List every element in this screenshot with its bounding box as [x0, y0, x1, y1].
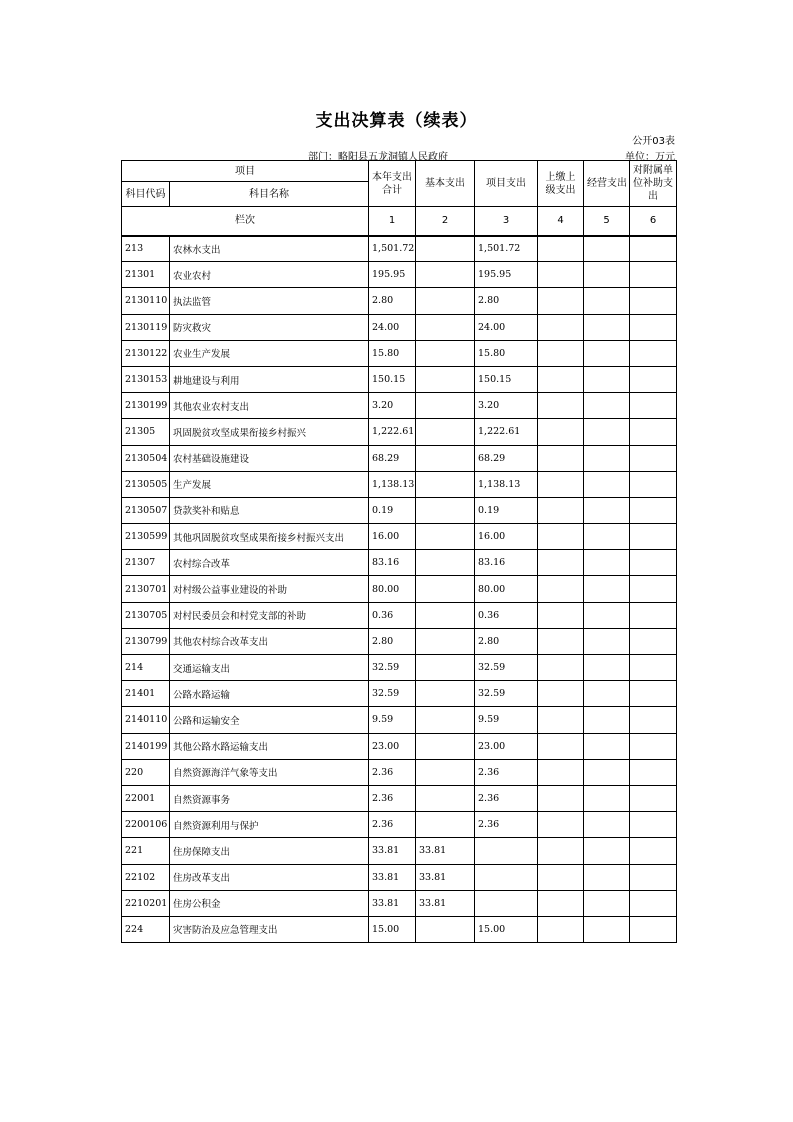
subsidy-cell	[630, 759, 677, 785]
col-num-3: 3	[475, 207, 538, 236]
table-row	[122, 236, 677, 262]
subject-code-cell: 21305	[122, 419, 170, 445]
subject-name-cell: 住房保障支出	[170, 838, 369, 864]
business-cell	[584, 864, 630, 890]
subject-name-cell: 农业农村	[170, 262, 369, 288]
basic-cell	[416, 262, 475, 288]
subsidy-cell	[630, 681, 677, 707]
total-cell: 195.95	[369, 262, 416, 288]
subsidy-cell	[630, 340, 677, 366]
column-number-row	[122, 207, 677, 236]
subject-name-cell: 其他巩固脱贫攻坚成果衔接乡村振兴支出	[170, 524, 369, 550]
business-cell	[584, 785, 630, 811]
subject-name-cell: 自然资源利用与保护	[170, 812, 369, 838]
total-cell: 15.80	[369, 340, 416, 366]
total-cell: 16.00	[369, 524, 416, 550]
header-row-1	[122, 161, 677, 182]
table-row	[122, 445, 677, 471]
basic-cell	[416, 550, 475, 576]
subject-code-cell: 2140110	[122, 707, 170, 733]
subject-code-cell: 21301	[122, 262, 170, 288]
subsidy-cell	[630, 366, 677, 392]
table-row	[122, 419, 677, 445]
basic-cell	[416, 288, 475, 314]
upper-cell	[538, 497, 584, 523]
project-cell	[475, 838, 538, 864]
subject-code-cell: 2130599	[122, 524, 170, 550]
subsidy-cell	[630, 497, 677, 523]
project-cell: 68.29	[475, 445, 538, 471]
basic-cell	[416, 681, 475, 707]
unit-label: 单位：万元	[625, 152, 675, 163]
subsidy-cell	[630, 471, 677, 497]
business-cell	[584, 759, 630, 785]
business-cell	[584, 655, 630, 681]
subject-code-cell: 220	[122, 759, 170, 785]
table-row	[122, 340, 677, 366]
subject-name-cell: 其他农业农村支出	[170, 393, 369, 419]
subject-name-header: 科目名称	[170, 182, 369, 207]
project-cell	[475, 890, 538, 916]
table-row	[122, 733, 677, 759]
basic-cell	[416, 916, 475, 942]
total-cell: 1,501.72	[369, 236, 416, 262]
project-cell: 83.16	[475, 550, 538, 576]
upper-cell	[538, 916, 584, 942]
business-cell	[584, 890, 630, 916]
subsidy-cell	[630, 419, 677, 445]
business-cell	[584, 916, 630, 942]
total-cell: 2.36	[369, 759, 416, 785]
basic-cell	[416, 707, 475, 733]
upper-cell	[538, 655, 584, 681]
upper-cell	[538, 838, 584, 864]
project-cell: 3.20	[475, 393, 538, 419]
row-label-cell: 栏次	[122, 207, 369, 236]
subsidy-cell	[630, 812, 677, 838]
total-cell: 83.16	[369, 550, 416, 576]
basic-cell: 33.81	[416, 864, 475, 890]
upper-cell	[538, 236, 584, 262]
upper-cell	[538, 812, 584, 838]
subject-code-cell: 2130507	[122, 497, 170, 523]
table-row	[122, 759, 677, 785]
total-cell: 80.00	[369, 576, 416, 602]
business-cell	[584, 576, 630, 602]
subject-name-cell: 农业生产发展	[170, 340, 369, 366]
business-cell	[584, 419, 630, 445]
business-cell	[584, 838, 630, 864]
total-cell: 3.20	[369, 393, 416, 419]
subsidy-cell	[630, 890, 677, 916]
table-row	[122, 655, 677, 681]
business-cell	[584, 550, 630, 576]
table-row	[122, 681, 677, 707]
subsidy-cell	[630, 655, 677, 681]
project-cell: 24.00	[475, 314, 538, 340]
upper-header: 上缴上级支出	[538, 161, 584, 207]
business-cell	[584, 340, 630, 366]
table-row	[122, 497, 677, 523]
upper-cell	[538, 445, 584, 471]
total-cell: 9.59	[369, 707, 416, 733]
subsidy-cell	[630, 236, 677, 262]
subject-name-cell: 贷款奖补和贴息	[170, 497, 369, 523]
subject-code-cell: 21401	[122, 681, 170, 707]
subsidy-cell	[630, 314, 677, 340]
business-cell	[584, 681, 630, 707]
table-row	[122, 916, 677, 942]
basic-cell	[416, 236, 475, 262]
subject-name-cell: 其他农村综合改革支出	[170, 628, 369, 654]
subject-code-cell: 213	[122, 236, 170, 262]
table-body	[122, 161, 677, 943]
basic-cell	[416, 628, 475, 654]
table-row	[122, 393, 677, 419]
subject-code-cell: 2130110	[122, 288, 170, 314]
upper-cell	[538, 707, 584, 733]
basic-cell	[416, 366, 475, 392]
basic-cell	[416, 340, 475, 366]
subsidy-cell	[630, 576, 677, 602]
business-cell	[584, 471, 630, 497]
subject-code-cell: 2130153	[122, 366, 170, 392]
subject-name-cell: 防灾救灾	[170, 314, 369, 340]
total-cell: 33.81	[369, 864, 416, 890]
subject-code-cell: 2140199	[122, 733, 170, 759]
subject-name-cell: 其他公路水路运输支出	[170, 733, 369, 759]
subsidy-cell	[630, 393, 677, 419]
subject-code-cell: 22102	[122, 864, 170, 890]
upper-cell	[538, 864, 584, 890]
subject-name-cell: 自然资源事务	[170, 785, 369, 811]
col-num-5: 5	[584, 207, 630, 236]
total-header: 本年支出合计	[369, 161, 416, 207]
total-cell: 15.00	[369, 916, 416, 942]
basic-cell	[416, 524, 475, 550]
upper-cell	[538, 602, 584, 628]
project-cell: 16.00	[475, 524, 538, 550]
page-title: 支出决算表（续表）	[315, 111, 478, 131]
project-cell: 2.80	[475, 628, 538, 654]
business-cell	[584, 366, 630, 392]
table-row	[122, 628, 677, 654]
total-cell: 150.15	[369, 366, 416, 392]
upper-cell	[538, 393, 584, 419]
subject-code-header: 科目代码	[122, 182, 170, 207]
subject-code-cell: 2200106	[122, 812, 170, 838]
table-row	[122, 314, 677, 340]
project-cell: 2.36	[475, 812, 538, 838]
table-row	[122, 707, 677, 733]
project-cell: 150.15	[475, 366, 538, 392]
basic-cell	[416, 785, 475, 811]
subsidy-cell	[630, 707, 677, 733]
project-cell: 2.80	[475, 288, 538, 314]
upper-cell	[538, 419, 584, 445]
project-cell: 32.59	[475, 681, 538, 707]
basic-cell	[416, 812, 475, 838]
basic-cell	[416, 655, 475, 681]
table-row	[122, 864, 677, 890]
upper-cell	[538, 890, 584, 916]
total-cell: 2.80	[369, 288, 416, 314]
project-cell: 23.00	[475, 733, 538, 759]
subject-code-cell: 2210201	[122, 890, 170, 916]
upper-cell	[538, 314, 584, 340]
project-cell: 0.19	[475, 497, 538, 523]
subject-code-cell: 22001	[122, 785, 170, 811]
project-cell: 1,138.13	[475, 471, 538, 497]
project-cell: 195.95	[475, 262, 538, 288]
subsidy-cell	[630, 550, 677, 576]
table-row	[122, 785, 677, 811]
upper-cell	[538, 340, 584, 366]
table-row	[122, 576, 677, 602]
business-cell	[584, 288, 630, 314]
upper-cell	[538, 550, 584, 576]
subsidy-cell	[630, 838, 677, 864]
total-cell: 2.36	[369, 812, 416, 838]
business-cell	[584, 733, 630, 759]
subsidy-cell	[630, 445, 677, 471]
total-cell: 68.29	[369, 445, 416, 471]
upper-cell	[538, 576, 584, 602]
subject-code-cell: 214	[122, 655, 170, 681]
upper-cell	[538, 759, 584, 785]
basic-cell	[416, 471, 475, 497]
upper-cell	[538, 262, 584, 288]
subject-code-cell: 2130701	[122, 576, 170, 602]
total-cell: 1,138.13	[369, 471, 416, 497]
subject-code-cell: 2130199	[122, 393, 170, 419]
subsidy-cell	[630, 288, 677, 314]
subsidy-cell	[630, 785, 677, 811]
table-row	[122, 838, 677, 864]
total-cell: 32.59	[369, 681, 416, 707]
col-num-4: 4	[538, 207, 584, 236]
subject-name-cell: 巩固脱贫攻坚成果衔接乡村振兴	[170, 419, 369, 445]
form-code: 公开03表	[632, 136, 675, 147]
business-cell	[584, 262, 630, 288]
upper-cell	[538, 288, 584, 314]
upper-cell	[538, 524, 584, 550]
upper-cell	[538, 681, 584, 707]
basic-cell	[416, 314, 475, 340]
subject-name-cell: 执法监管	[170, 288, 369, 314]
business-cell	[584, 314, 630, 340]
subject-name-cell: 公路和运输安全	[170, 707, 369, 733]
basic-cell: 33.81	[416, 890, 475, 916]
total-cell: 32.59	[369, 655, 416, 681]
business-cell	[584, 236, 630, 262]
subject-name-cell: 公路水路运输	[170, 681, 369, 707]
business-cell	[584, 602, 630, 628]
subject-name-cell: 农林水支出	[170, 236, 369, 262]
subject-name-cell: 交通运输支出	[170, 655, 369, 681]
basic-cell	[416, 733, 475, 759]
table-row	[122, 812, 677, 838]
subject-name-cell: 灾害防治及应急管理支出	[170, 916, 369, 942]
upper-cell	[538, 785, 584, 811]
project-cell: 9.59	[475, 707, 538, 733]
upper-cell	[538, 733, 584, 759]
subsidy-cell	[630, 524, 677, 550]
subsidy-cell	[630, 733, 677, 759]
table-row	[122, 550, 677, 576]
subject-code-cell: 2130799	[122, 628, 170, 654]
subject-code-cell: 2130705	[122, 602, 170, 628]
basic-cell	[416, 602, 475, 628]
subject-code-cell: 2130122	[122, 340, 170, 366]
basic-cell	[416, 445, 475, 471]
subject-name-cell: 农村基础设施建设	[170, 445, 369, 471]
business-cell	[584, 497, 630, 523]
subsidy-cell	[630, 916, 677, 942]
table-row	[122, 288, 677, 314]
subject-name-cell: 耕地建设与利用	[170, 366, 369, 392]
upper-cell	[538, 628, 584, 654]
subject-code-cell: 21307	[122, 550, 170, 576]
subject-name-cell: 对村民委员会和村党支部的补助	[170, 602, 369, 628]
table-row	[122, 602, 677, 628]
subject-code-cell: 2130119	[122, 314, 170, 340]
table-row	[122, 366, 677, 392]
total-cell: 2.36	[369, 785, 416, 811]
subsidy-cell	[630, 864, 677, 890]
project-cell: 15.80	[475, 340, 538, 366]
business-cell	[584, 707, 630, 733]
table-row	[122, 890, 677, 916]
total-cell: 33.81	[369, 838, 416, 864]
total-cell: 24.00	[369, 314, 416, 340]
col-num-6: 6	[630, 207, 677, 236]
basic-cell	[416, 393, 475, 419]
total-cell: 0.19	[369, 497, 416, 523]
subsidy-header: 对附属单位补助支出	[630, 161, 677, 207]
project-cell: 2.36	[475, 785, 538, 811]
total-cell: 33.81	[369, 890, 416, 916]
upper-cell	[538, 366, 584, 392]
business-cell	[584, 812, 630, 838]
project-cell: 2.36	[475, 759, 538, 785]
col-num-1: 1	[369, 207, 416, 236]
total-cell: 0.36	[369, 602, 416, 628]
project-cell: 15.00	[475, 916, 538, 942]
project-cell	[475, 864, 538, 890]
business-cell	[584, 445, 630, 471]
basic-cell	[416, 759, 475, 785]
total-cell: 2.80	[369, 628, 416, 654]
expenditure-table	[121, 160, 677, 943]
basic-cell	[416, 576, 475, 602]
basic-cell	[416, 497, 475, 523]
project-cell: 1,501.72	[475, 236, 538, 262]
project-header: 项目支出	[475, 161, 538, 207]
subsidy-cell	[630, 262, 677, 288]
upper-cell	[538, 471, 584, 497]
project-cell: 1,222.61	[475, 419, 538, 445]
subsidy-cell	[630, 602, 677, 628]
table-row	[122, 524, 677, 550]
subject-name-cell: 对村级公益事业建设的补助	[170, 576, 369, 602]
subject-code-cell: 2130504	[122, 445, 170, 471]
project-cell: 32.59	[475, 655, 538, 681]
project-cell: 0.36	[475, 602, 538, 628]
table-row	[122, 262, 677, 288]
total-cell: 1,222.61	[369, 419, 416, 445]
basic-header: 基本支出	[416, 161, 475, 207]
subject-name-cell: 自然资源海洋气象等支出	[170, 759, 369, 785]
subject-name-cell: 住房公积金	[170, 890, 369, 916]
business-cell	[584, 524, 630, 550]
department-label: 部门：略阳县五龙洞镇人民政府	[308, 152, 448, 163]
subject-name-cell: 生产发展	[170, 471, 369, 497]
subject-code-cell: 221	[122, 838, 170, 864]
table-row	[122, 471, 677, 497]
subsidy-cell	[630, 628, 677, 654]
project-cell: 80.00	[475, 576, 538, 602]
business-cell	[584, 393, 630, 419]
business-cell	[584, 628, 630, 654]
basic-cell: 33.81	[416, 838, 475, 864]
basic-cell	[416, 419, 475, 445]
subject-code-cell: 2130505	[122, 471, 170, 497]
subject-name-cell: 农村综合改革	[170, 550, 369, 576]
col-num-2: 2	[416, 207, 475, 236]
subject-code-cell: 224	[122, 916, 170, 942]
total-cell: 23.00	[369, 733, 416, 759]
business-header: 经营支出	[584, 161, 630, 207]
item-header: 项目	[122, 161, 369, 182]
subject-name-cell: 住房改革支出	[170, 864, 369, 890]
